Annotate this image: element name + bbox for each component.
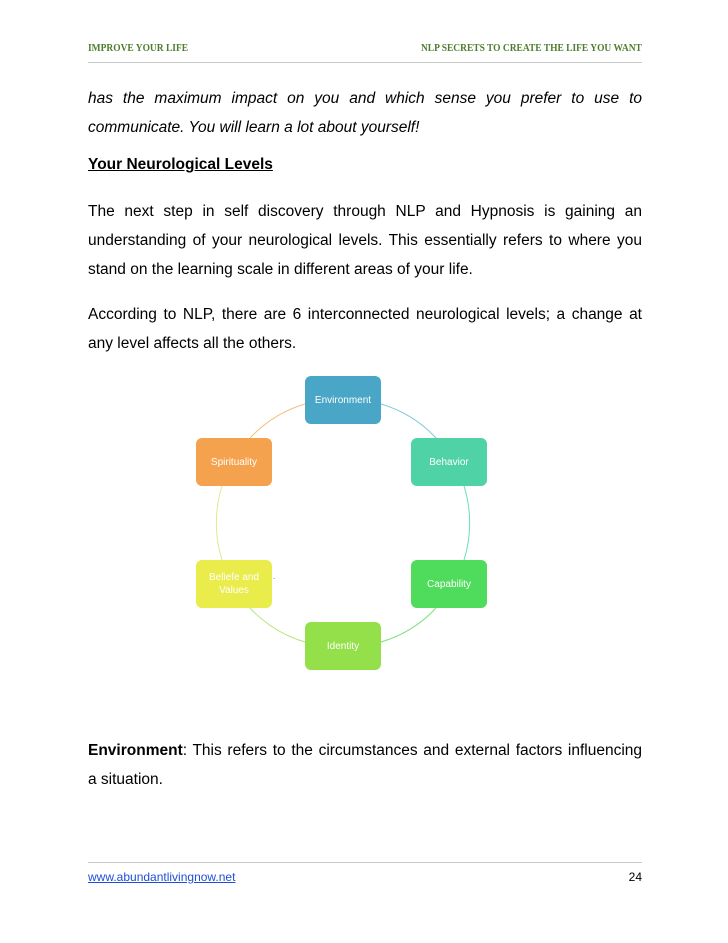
node-identity: Identity bbox=[305, 622, 381, 670]
environment-term: Environment bbox=[88, 742, 183, 759]
connector-spirituality-environment bbox=[250, 404, 305, 438]
node-environment: Environment bbox=[305, 376, 381, 424]
section-heading: Your Neurological Levels bbox=[88, 156, 273, 173]
footer-website-link[interactable]: www.abundantlivingnow.net bbox=[88, 870, 236, 884]
paragraph-levels: According to NLP, there are 6 interconnected neurological levels; a change at any level affects all the others. bbox=[88, 306, 642, 352]
paragraph-self-discovery: The next step in self discovery through NLP and Hypnosis is gaining an understanding of your neurological levels. This essentially refers to where you stand on the learning scale in different areas of your life. bbox=[88, 203, 642, 278]
header-left-title: IMPROVE YOUR LIFE bbox=[88, 42, 189, 54]
connector-capability-identity bbox=[381, 608, 436, 642]
header-right-title: NLP SECRETS TO CREATE THE LIFE YOU WANT bbox=[421, 42, 642, 54]
node-behavior: Behavior bbox=[411, 438, 487, 486]
stray-mark: . bbox=[273, 572, 276, 581]
connector-environment-behavior bbox=[381, 404, 436, 438]
header-divider bbox=[88, 62, 642, 63]
intro-paragraph: has the maximum impact on you and which sense you prefer to use to communicate. You will learn a lot about yourself! bbox=[88, 90, 642, 136]
connector-beliefs-spirituality bbox=[216, 486, 222, 560]
connector-identity-beliefs bbox=[250, 608, 305, 642]
connector-behavior-capability bbox=[464, 486, 470, 560]
footer-divider bbox=[88, 862, 642, 863]
page-number: 24 bbox=[628, 870, 642, 884]
node-spirituality: Spirituality bbox=[196, 438, 272, 486]
environment-definition: : This refers to the circumstances and external factors influencing a situation. bbox=[88, 742, 642, 788]
node-capability: Capability bbox=[411, 560, 487, 608]
node-beliefs-values: Beliefe and Values bbox=[196, 560, 272, 608]
paragraph-environment bbox=[88, 736, 642, 794]
